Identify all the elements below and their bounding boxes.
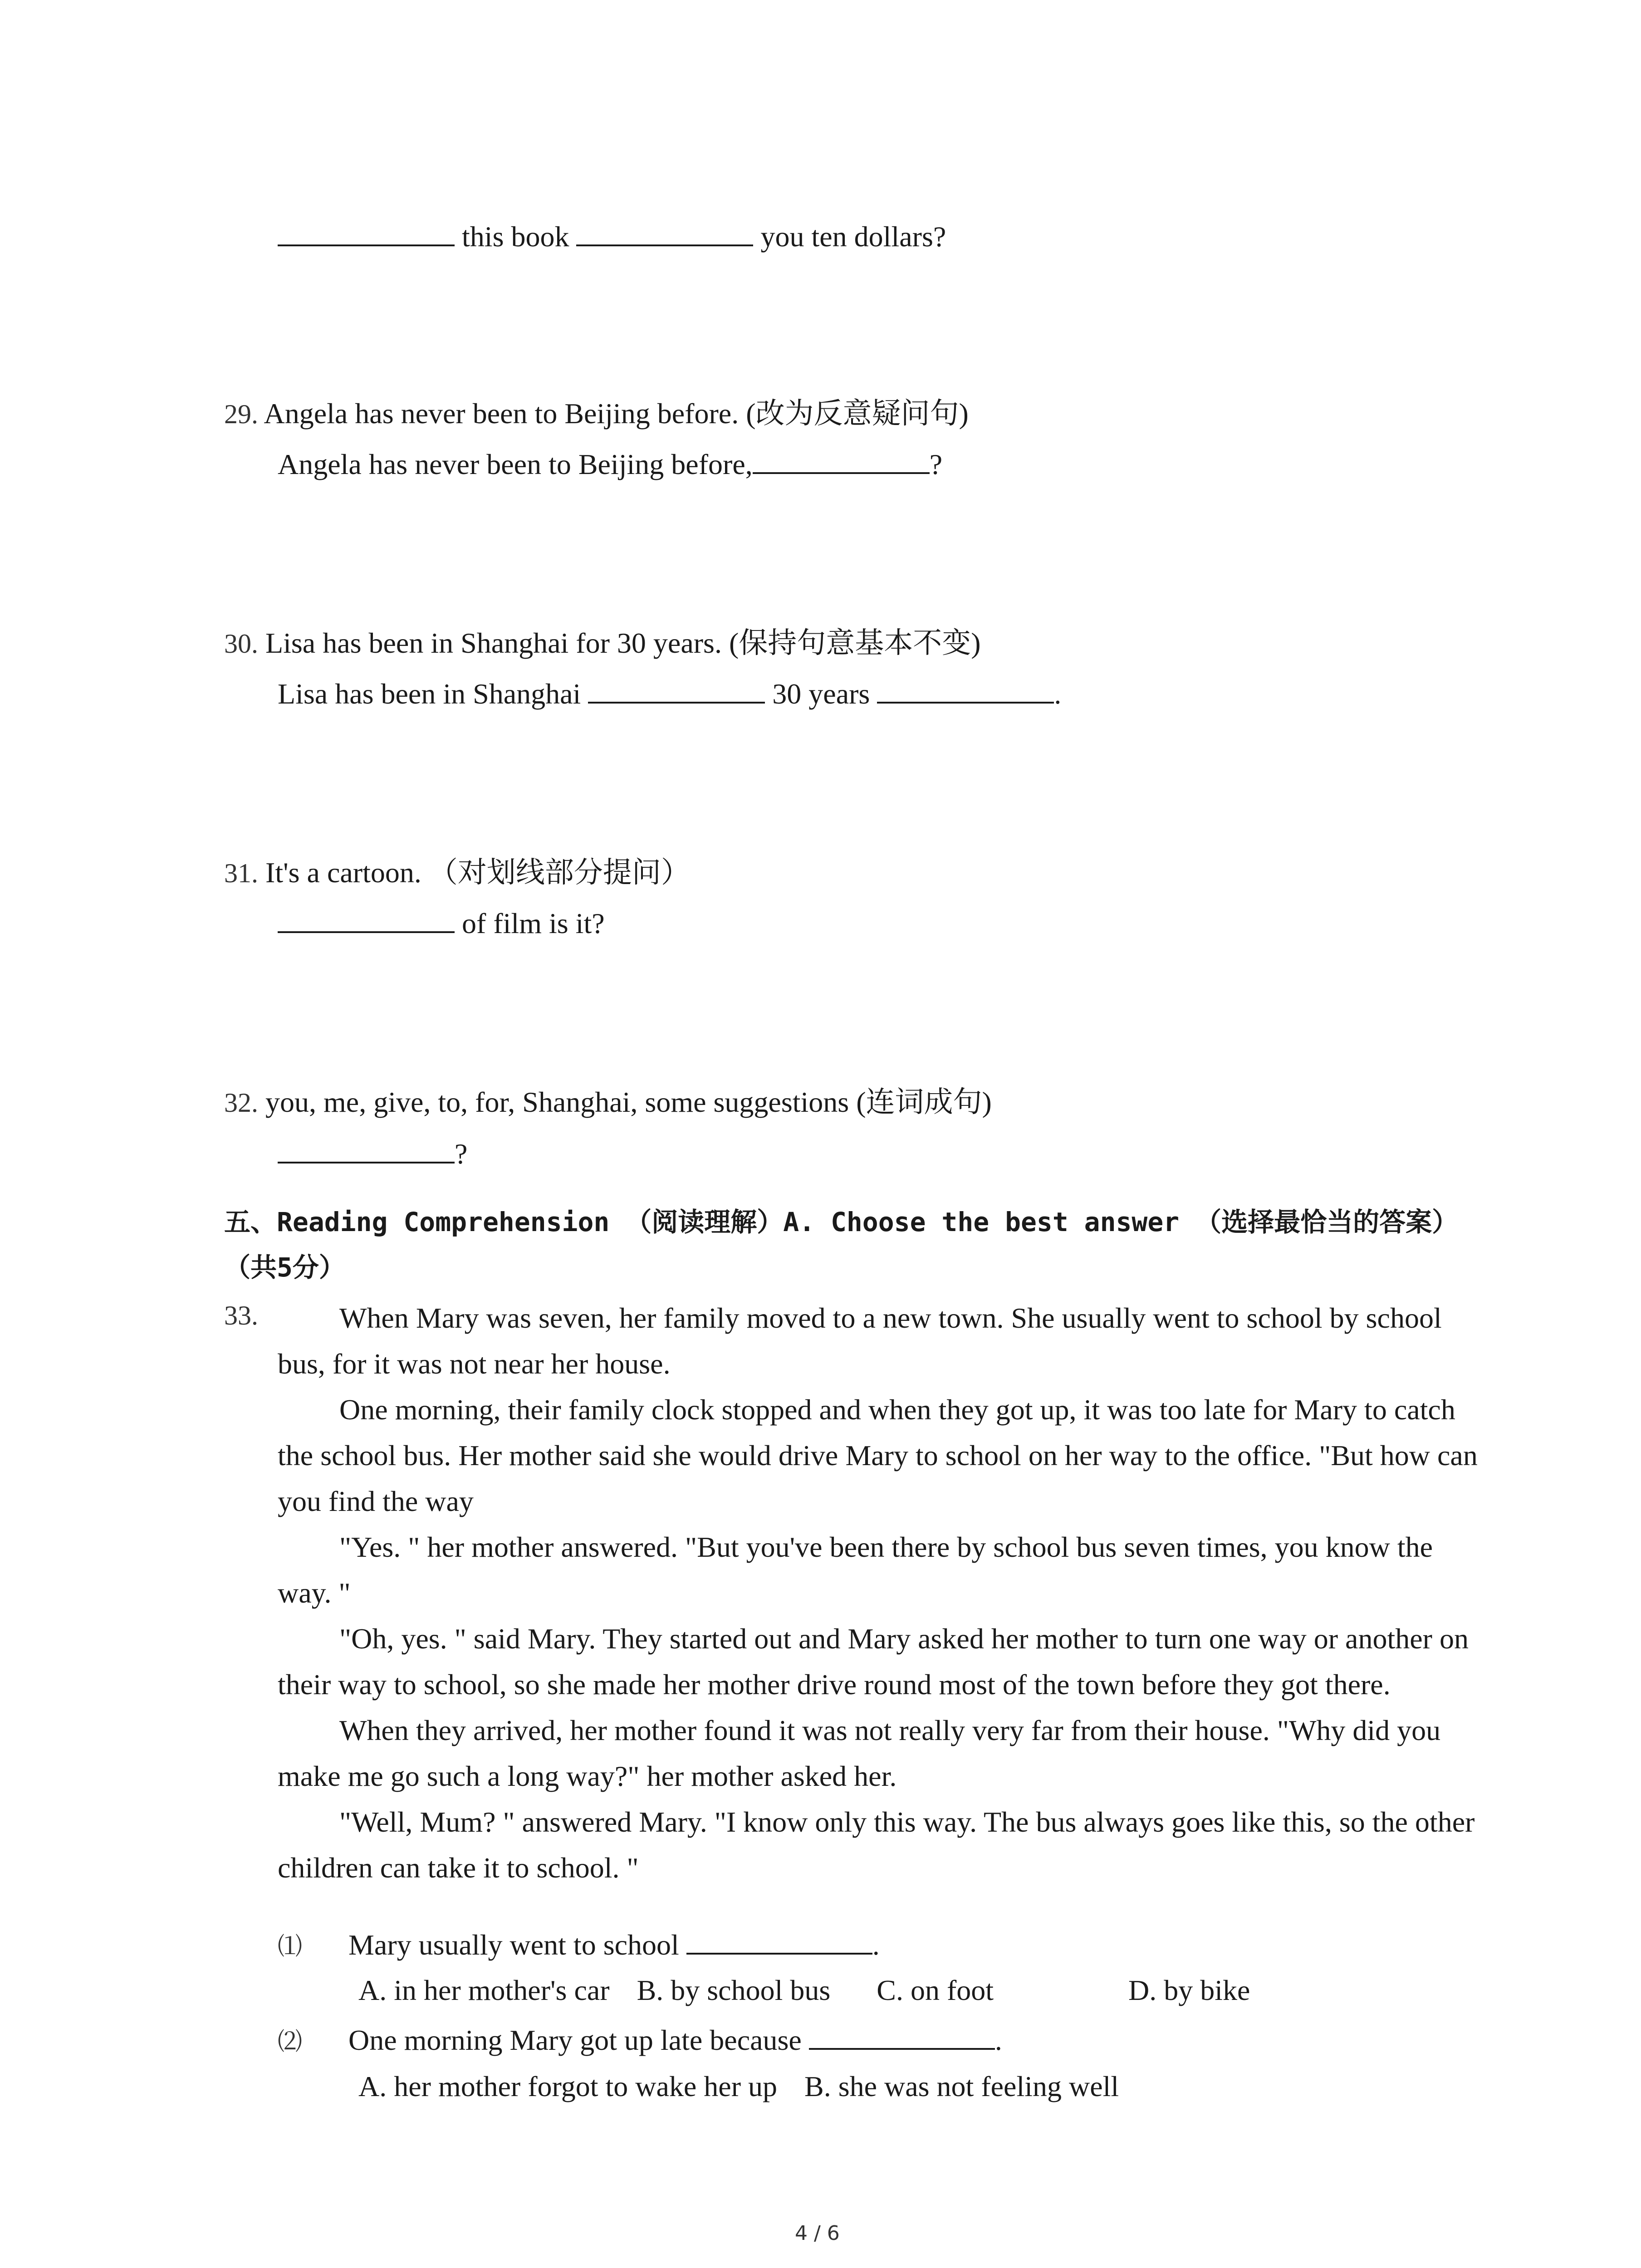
option-b[interactable]: B. she was not feeling well — [804, 2070, 1119, 2102]
q29-sentence: Angela has never been to Beijing before. — [264, 397, 739, 430]
option-a[interactable]: A. in her mother's car — [358, 1974, 610, 2006]
q30-sentence: Lisa has been in Shanghai for 30 years. — [265, 627, 722, 659]
answer-blank[interactable] — [686, 1926, 872, 1955]
q31-instruction: （对划线部分提问） — [428, 856, 690, 889]
sub-question-2-options — [358, 2067, 1119, 2107]
answer-blank[interactable] — [576, 217, 753, 246]
passage-paragraph: "Yes. " her mother answered. "But you've been there by school bus seven times, you know the way. " — [278, 1531, 1433, 1609]
question-number: 29. — [224, 399, 258, 429]
question-number: 31. — [224, 858, 258, 888]
section-heading: 五、Reading Comprehension （阅读理解）A. Choose the best answer （选择最恰当的答案）（共5分） — [224, 1207, 1445, 1283]
q30-question — [224, 623, 981, 664]
answer-blank[interactable] — [278, 217, 455, 246]
q32-instruction: (连词成句) — [856, 1086, 992, 1118]
q29-answer-line — [278, 445, 942, 484]
q30-instruction: (保持句意基本不变) — [729, 627, 981, 659]
q32-answer-end: ? — [455, 1138, 468, 1170]
q32-sentence: you, me, give, to, for, Shanghai, some suggestions — [265, 1086, 849, 1118]
q30-answer-end: . — [1054, 678, 1062, 710]
q28-end: you ten dollars? — [760, 220, 946, 253]
q29-question — [224, 394, 969, 434]
reading-passage — [278, 1295, 1494, 1891]
option-b[interactable]: B. by school bus — [637, 1974, 831, 2006]
q31-sentence: It's a cartoon. — [265, 856, 421, 889]
question-number: 30. — [224, 629, 258, 659]
sub-question-number: ⑴ — [278, 1933, 302, 1960]
question-number: 32. — [224, 1088, 258, 1118]
answer-blank[interactable] — [588, 675, 765, 704]
passage-paragraph: One morning, their family clock stopped and when they got up, it was too late for Mary to catch the school bus. Her mother said she would drive Mary to school on her way to the office. "But how can you find the way — [278, 1393, 1478, 1517]
q28-answer-line — [278, 217, 946, 257]
option-c[interactable]: C. on foot — [877, 1974, 994, 2006]
sub-question-2 — [278, 2020, 1002, 2062]
option-a[interactable]: A. her mother forgot to wake her up — [358, 2070, 777, 2102]
q32-question — [224, 1082, 992, 1123]
sub-question-stem: One morning Mary got up late because — [348, 2024, 802, 2056]
q29-answer-prefix: Angela has never been to Beijing before, — [278, 448, 753, 480]
q31-answer-line — [278, 904, 605, 943]
passage-paragraph: "Oh, yes. " said Mary. They started out and Mary asked her mother to turn one way or another on their way to school, so she made her mother drive round most of the town before they got there. — [278, 1623, 1469, 1701]
sub-question-end: . — [994, 2024, 1002, 2056]
sub-question-number: ⑵ — [278, 2028, 302, 2055]
q30-answer-line — [278, 674, 1061, 714]
answer-blank[interactable] — [877, 675, 1054, 704]
q30-answer-prefix: Lisa has been in Shanghai — [278, 678, 581, 710]
passage-paragraph: "Well, Mum? " answered Mary. "I know only this way. The bus always goes like this, so the other children can take it to school. " — [278, 1806, 1475, 1884]
answer-blank[interactable] — [278, 904, 455, 933]
q28-word: this book — [462, 220, 569, 253]
page-number: 4 / 6 — [795, 2222, 840, 2245]
q31-answer-end: of film is it? — [462, 907, 605, 939]
question-number: 33. — [224, 1300, 258, 1330]
q29-answer-end: ? — [929, 448, 943, 480]
passage-paragraph: When they arrived, her mother found it was not really very far from their house. "Why did you make me go such a long way?" her mother asked her. — [278, 1714, 1441, 1792]
answer-blank[interactable] — [809, 2021, 995, 2050]
q31-question — [224, 853, 690, 893]
sub-question-1-options — [358, 1970, 1250, 2010]
answer-blank[interactable] — [753, 445, 930, 474]
passage-paragraph: When Mary was seven, her family moved to a new town. She usually went to school by school bus, for it was not near her house. — [278, 1302, 1442, 1380]
sub-question-end: . — [872, 1929, 880, 1961]
sub-question-1 — [278, 1925, 880, 1966]
option-d[interactable]: D. by bike — [1128, 1974, 1250, 2006]
sub-question-stem: Mary usually went to school — [348, 1929, 679, 1961]
q29-instruction: (改为反意疑问句) — [746, 397, 969, 430]
q32-answer-line — [278, 1134, 467, 1174]
answer-blank[interactable] — [278, 1134, 455, 1163]
q30-answer-mid: 30 years — [772, 678, 870, 710]
